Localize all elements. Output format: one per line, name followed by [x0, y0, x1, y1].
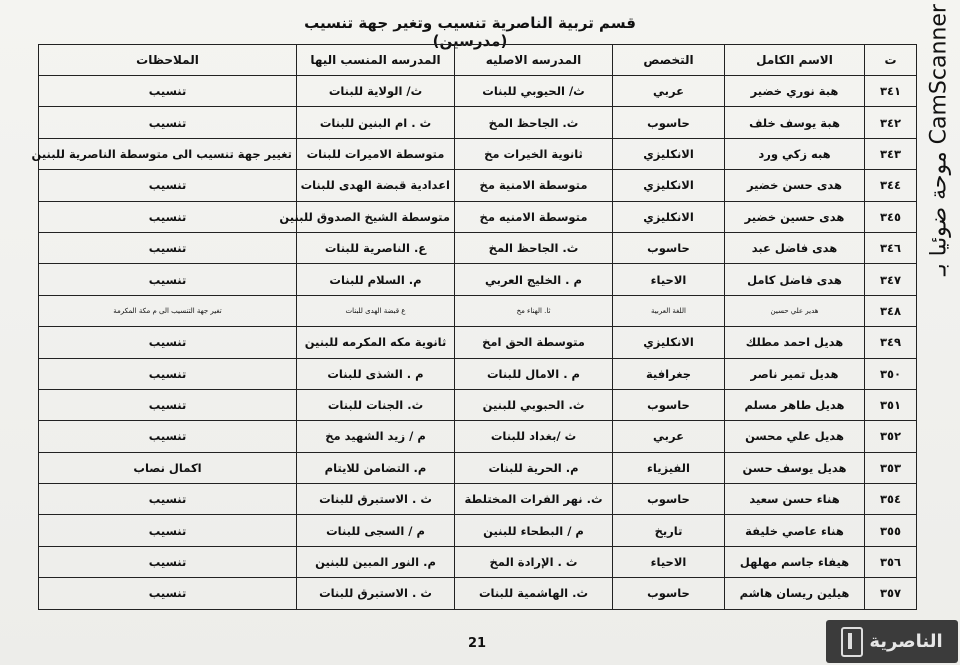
table-row: [39, 452, 917, 483]
cell-assigned-school: ث/ الولاية للبنات: [297, 76, 455, 107]
page-number: 21: [467, 636, 487, 651]
cell-serial: ٣٥٦: [865, 546, 917, 577]
cell-serial: ٣٤٧: [865, 264, 917, 295]
table-row: [39, 232, 917, 263]
cell-notes: تنسيب: [39, 76, 297, 107]
cell-serial: ٣٥٤: [865, 484, 917, 515]
cell-original-school: م . الامال للبنات: [455, 358, 613, 389]
cell-assigned-school: ث . الاستبرق للبنات: [297, 578, 455, 609]
cell-notes: تنسيب: [39, 421, 297, 452]
cell-notes: تنسيب: [39, 232, 297, 263]
cell-original-school: ث /بغداد للبنات: [455, 421, 613, 452]
cell-name: هبه زكي ورد: [725, 138, 865, 169]
cell-assigned-school: ث. الجنات للبنات: [297, 389, 455, 420]
table-row: [39, 484, 917, 515]
scanner-watermark: [918, 5, 960, 275]
cell-assigned-school: ع قبضة الهدى للبنات: [297, 295, 455, 326]
cell-assigned-school: ثانوية مكه المكرمه للبنين: [297, 327, 455, 358]
cell-specialty: حاسوب: [613, 484, 725, 515]
cell-original-school: ث. الجاحظ المخ: [455, 107, 613, 138]
table-row: [39, 201, 917, 232]
cell-name: هديل يوسف حسن: [725, 452, 865, 483]
table-row: [39, 389, 917, 420]
table-row: [39, 170, 917, 201]
cell-specialty: جغرافية: [613, 358, 725, 389]
table-row: [39, 264, 917, 295]
cell-notes: تنسيب: [39, 358, 297, 389]
cell-specialty: حاسوب: [613, 107, 725, 138]
cell-name: هناء حسن سعيد: [725, 484, 865, 515]
cell-assigned-school: ث . الاستبرق للبنات: [297, 484, 455, 515]
table-row: [39, 578, 917, 609]
table-row: [39, 358, 917, 389]
cell-notes: تنسيب: [39, 264, 297, 295]
cell-serial: ٣٤٩: [865, 327, 917, 358]
cell-notes: تنسيب: [39, 389, 297, 420]
header-specialty: التخصص: [613, 45, 725, 76]
cell-assigned-school: م. السلام للبنات: [297, 264, 455, 295]
cell-name: هبة نوري خضير: [725, 76, 865, 107]
cell-specialty: الاحياء: [613, 546, 725, 577]
cell-assigned-school: م . الشذى للبنات: [297, 358, 455, 389]
cell-original-school: ث. الهاشمية للبنات: [455, 578, 613, 609]
table-header-row: [39, 45, 917, 76]
cell-specialty: الانكليزي: [613, 201, 725, 232]
cell-serial: ٣٤١: [865, 76, 917, 107]
cell-serial: ٣٤٣: [865, 138, 917, 169]
cell-notes: تنسيب: [39, 201, 297, 232]
assignments-table: [31, 44, 917, 610]
header-full-name: الاسم الكامل: [725, 45, 865, 76]
cell-original-school: ث. الحبوبي للبنين: [455, 389, 613, 420]
cell-serial: ٣٥٢: [865, 421, 917, 452]
cell-assigned-school: ع. الناصرية للبنات: [297, 232, 455, 263]
cell-name: هيفاء جاسم مهلهل: [725, 546, 865, 577]
cell-assigned-school: متوسطة الشيخ الصدوق للبنين: [297, 201, 455, 232]
cell-notes: تنسيب: [39, 107, 297, 138]
cell-name: هديل تمير ناصر: [725, 358, 865, 389]
cell-specialty: الفيزياء: [613, 452, 725, 483]
cell-notes: تنسيب: [39, 327, 297, 358]
cell-serial: ٣٥٣: [865, 452, 917, 483]
cell-notes: تنسيب: [39, 578, 297, 609]
cell-specialty: الانكليزي: [613, 138, 725, 169]
nasiriyah-logo: [826, 620, 958, 663]
cell-name: هديل احمد مطلك: [725, 327, 865, 358]
cell-serial: ٣٥٠: [865, 358, 917, 389]
cell-name: هبة يوسف خلف: [725, 107, 865, 138]
cell-serial: ٣٥١: [865, 389, 917, 420]
cell-serial: ٣٥٧: [865, 578, 917, 609]
cell-original-school: ث . الإرادة المخ: [455, 546, 613, 577]
cell-assigned-school: م. التضامن للايتام: [297, 452, 455, 483]
cell-original-school: ثانوية الخيرات مخ: [455, 138, 613, 169]
cell-notes: اكمال نصاب: [39, 452, 297, 483]
logo-mark-icon: [841, 627, 863, 657]
cell-name: هدى فاضل كامل: [725, 264, 865, 295]
cell-specialty: اللغة العربية: [613, 295, 725, 326]
cell-notes: تنسيب: [39, 515, 297, 546]
cell-original-school: متوسطة الامنيه مخ: [455, 201, 613, 232]
cell-specialty: حاسوب: [613, 578, 725, 609]
cell-name: هناء عاصي خليفة: [725, 515, 865, 546]
cell-specialty: الانكليزي: [613, 170, 725, 201]
header-assigned-school: المدرسه المنسب اليها: [297, 45, 455, 76]
cell-serial: ٣٤٨: [865, 295, 917, 326]
cell-serial: ٣٤٥: [865, 201, 917, 232]
cell-serial: ٣٤٦: [865, 232, 917, 263]
cell-serial: ٣٤٤: [865, 170, 917, 201]
cell-serial: ٣٥٥: [865, 515, 917, 546]
table-row: [39, 76, 917, 107]
cell-notes: تغير جهة التنسيب الى م مكة المكرمة: [39, 295, 297, 326]
cell-name: هديل طاهر مسلم: [725, 389, 865, 420]
cell-specialty: عربي: [613, 76, 725, 107]
table-row: [39, 327, 917, 358]
cell-original-school: متوسطة الحق امخ: [455, 327, 613, 358]
table-row: [39, 515, 917, 546]
cell-assigned-school: م. النور المبين للبنين: [297, 546, 455, 577]
cell-specialty: الانكليزي: [613, 327, 725, 358]
cell-notes: تنسيب: [39, 546, 297, 577]
cell-name: هدى حسن خضير: [725, 170, 865, 201]
cell-specialty: تاريخ: [613, 515, 725, 546]
header-notes: الملاحظات: [39, 45, 297, 76]
table-row: [39, 546, 917, 577]
cell-specialty: حاسوب: [613, 389, 725, 420]
cell-name: هدير علي حسين: [725, 295, 865, 326]
document-title: قسم تربية الناصرية تنسيب وتغير جهة تنسيب (مدرسين): [304, 14, 636, 50]
cell-notes: تنسيب: [39, 170, 297, 201]
table-row: [39, 295, 917, 326]
cell-serial: ٣٤٢: [865, 107, 917, 138]
header-serial: ت: [865, 45, 917, 76]
cell-original-school: ثا. الهناء مخ: [455, 295, 613, 326]
cell-name: هديل علي محسن: [725, 421, 865, 452]
cell-specialty: الاحياء: [613, 264, 725, 295]
cell-notes: تنسيب: [39, 484, 297, 515]
cell-assigned-school: ث . ام البنين للبنات: [297, 107, 455, 138]
cell-assigned-school: اعدادية قبضة الهدى للبنات: [297, 170, 455, 201]
cell-notes: تغيير جهة تنسيب الى متوسطة الناصرية للبنين: [39, 138, 297, 169]
header-original-school: المدرسه الاصليه: [455, 45, 613, 76]
cell-specialty: حاسوب: [613, 232, 725, 263]
watermark-text: CamScanner موحة ضوئيا بـ: [926, 4, 952, 276]
cell-original-school: متوسطة الامنية مخ: [455, 170, 613, 201]
cell-original-school: م . الخليج العربي: [455, 264, 613, 295]
cell-original-school: ث/ الحيوبي للبنات: [455, 76, 613, 107]
cell-assigned-school: م / السجى للبنات: [297, 515, 455, 546]
table-row: [39, 107, 917, 138]
table-row: [39, 138, 917, 169]
cell-original-school: ث. الجاحظ المخ: [455, 232, 613, 263]
cell-specialty: عربي: [613, 421, 725, 452]
cell-assigned-school: متوسطة الاميرات للبنات: [297, 138, 455, 169]
cell-original-school: م / البطحاء للبنين: [455, 515, 613, 546]
cell-name: هدى فاضل عبد: [725, 232, 865, 263]
cell-original-school: م. الحرية للبنات: [455, 452, 613, 483]
cell-original-school: ث. نهر الفرات المختلطة: [455, 484, 613, 515]
cell-name: هدى حسين خضير: [725, 201, 865, 232]
table-row: [39, 421, 917, 452]
cell-name: هيلين ريسان هاشم: [725, 578, 865, 609]
cell-assigned-school: م / زيد الشهيد مخ: [297, 421, 455, 452]
logo-text: الناصرية: [869, 631, 943, 652]
